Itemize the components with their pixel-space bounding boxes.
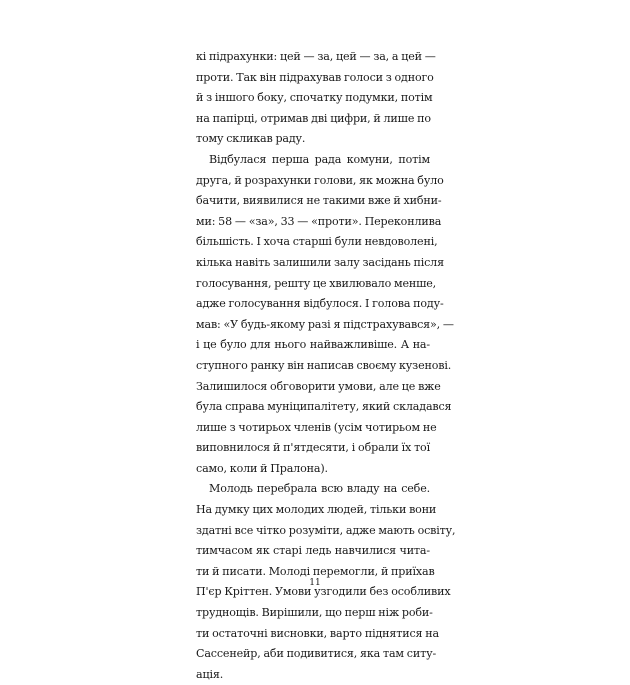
text-line: труднощів. Вирішили, що перш ніж роби- bbox=[196, 606, 433, 620]
text-line: Відбулася перша рада комуни, потім bbox=[209, 152, 430, 166]
text-line: само, коли й Пралона). bbox=[196, 461, 328, 475]
text-line: на папірці, отримав дві цифри, й лише по bbox=[196, 111, 431, 125]
text-line: лише з чотирьох членів (усім чотирьом не bbox=[196, 420, 437, 434]
text-line: ступного ранку він написав своєму кузенові. bbox=[196, 358, 452, 372]
text-line: бачити, виявилися не такими вже й хибни- bbox=[196, 194, 442, 208]
text-line: друга, й розрахунки голови, як можна було bbox=[196, 173, 444, 187]
text-line: і це було для нього найважливіше. А на- bbox=[196, 338, 430, 352]
text-line: здатні все чітко розуміти, адже мають освіту, bbox=[196, 523, 456, 537]
text-line: ація. bbox=[196, 667, 224, 681]
text-line: адже голосування відбулося. І голова поду- bbox=[196, 297, 444, 311]
text-line: тимчасом як старі ледь навчилися чита- bbox=[196, 544, 430, 558]
paragraph bbox=[196, 47, 436, 150]
text-line: більшість. І хоча старші були невдоволені, bbox=[196, 235, 438, 249]
text-line: ти й писати. Молоді перемогли, й приїхав bbox=[196, 564, 435, 578]
text-line: ти остаточні висновки, варто піднятися на bbox=[196, 626, 439, 640]
text-line: кі підрахунки: цей — за, цей — за, а цей — bbox=[196, 50, 436, 63]
text-line: Молодь перебрала всю владу на себе. bbox=[209, 482, 430, 496]
page-number: 11 bbox=[309, 578, 321, 588]
text-line: Сассенейр, аби подивитися, яка там ситу- bbox=[196, 647, 437, 661]
paragraph bbox=[196, 150, 454, 480]
text-line: На думку цих молодих людей, тільки вони bbox=[196, 503, 437, 517]
text-line: П'єр Кріттен. Умови узгодили без особливих bbox=[196, 585, 451, 599]
body-text bbox=[196, 47, 456, 685]
text-line: голосування, решту це хвилювало менше, bbox=[196, 276, 437, 290]
text-line: ми: 58 — «за», 33 — «проти». Переконлива bbox=[196, 214, 442, 228]
text-line: Залишилося обговорити умови, але це вже bbox=[196, 379, 441, 393]
text-line: була справа муніципалітету, який складався bbox=[196, 400, 452, 414]
text-line: й з іншого боку, спочатку подумки, потім bbox=[196, 91, 433, 105]
text-line: проти. Так він підрахував голоси з одного bbox=[196, 70, 434, 84]
text-line: тому скликав раду. bbox=[196, 132, 306, 146]
text-line: кілька навіть залишили залу засідань після bbox=[196, 255, 444, 269]
text-line: мав: «У будь-якому разі я підстрахувався», — bbox=[196, 317, 454, 331]
text-line: виповнилося й п'ятдесяти, і обрали їх тої bbox=[196, 441, 430, 455]
